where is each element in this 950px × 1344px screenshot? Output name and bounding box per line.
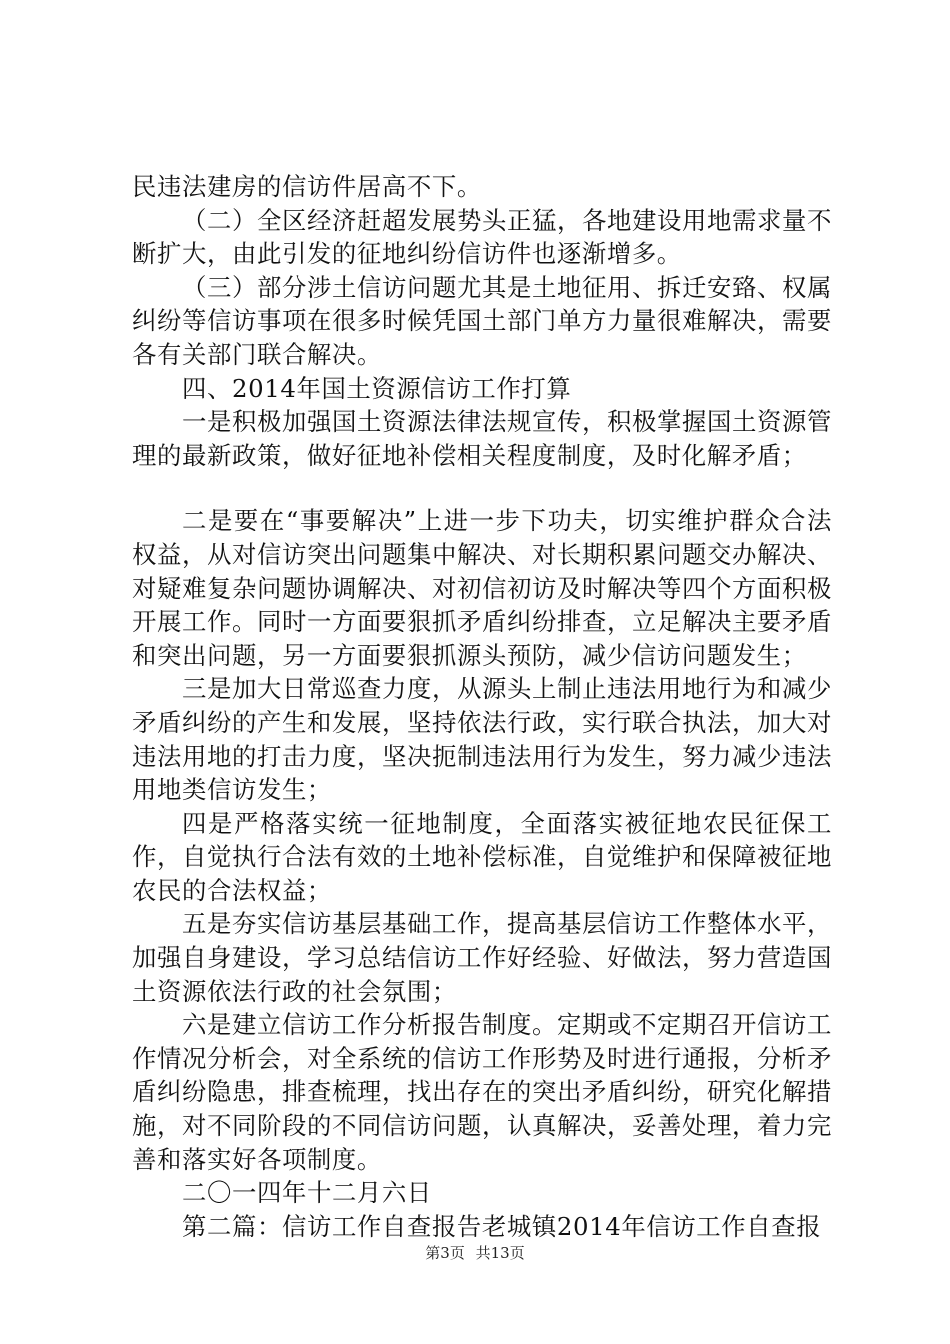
document-date: 二〇一四年十二月六日 <box>182 1178 432 1208</box>
paragraph-continuation: 民违法建房的信访件居高不下。 <box>132 172 482 201</box>
page-number: 第3页 <box>425 1244 465 1262</box>
page-footer <box>0 1242 950 1263</box>
page-total: 共13页 <box>475 1244 525 1262</box>
paragraph-plan-1: 一是积极加强国土资源法律法规宣传，积极掌握国土资源管理的最新政策，做好征地补偿相关程度制度，及时化解矛盾； <box>132 407 832 470</box>
section-heading-plan: 四、2014年国土资源信访工作打算 <box>182 373 572 403</box>
paragraph-plan-2: 二是要在“事要解决”上进一步下功夫，切实维护群众合法权益，从对信访突出问题集中解决、对长期积累问题交办解决、对疑难复杂问题协调解决、对初信初访及时解决等四个方面积极开展工作。同时一方面要狠抓矛盾纠纷排查，立足解决主要矛盾和突出问题，另一方面要狠抓源头预防，减少信访问题发生； <box>132 506 832 670</box>
paragraph-item-3: （三）部分涉土信访问题尤其是土地征用、拆迁安臵、权属纠纷等信访事项在很多时候凭国土部门单方力量很难解决，需要各有关部门联合解决。 <box>132 272 832 369</box>
next-article-title: 第二篇：信访工作自查报告老城镇2014年信访工作自查报 <box>182 1211 822 1241</box>
paragraph-plan-6: 六是建立信访工作分析报告制度。定期或不定期召开信访工作情况分析会，对全系统的信访工作形势及时进行通报，分析矛盾纠纷隐患，排查梳理，找出存在的突出矛盾纠纷，研究化解措施，对不同阶段的不同信访问题，认真解决，妥善处理，着力完善和落实好各项制度。 <box>132 1010 832 1174</box>
blank-line <box>132 472 832 504</box>
paragraph-plan-4: 四是严格落实统一征地制度，全面落实被征地农民征保工作，自觉执行合法有效的土地补偿标准，自觉维护和保障被征地农民的合法权益； <box>132 808 832 905</box>
document-body <box>132 170 832 1243</box>
paragraph-plan-5: 五是夯实信访基层基础工作，提高基层信访工作整体水平，加强自身建设，学习总结信访工作好经验、好做法，努力营造国土资源依法行政的社会氛围； <box>132 909 832 1006</box>
paragraph-plan-3: 三是加大日常巡查力度，从源头上制止违法用地行为和减少矛盾纠纷的产生和发展，坚持依法行政，实行联合执法，加大对违法用地的打击力度，坚决扼制违法用行为发生，努力减少违法用地类信访发生； <box>132 674 832 805</box>
paragraph-item-2: （二）全区经济赶超发展势头正猛，各地建设用地需求量不断扩大，由此引发的征地纠纷信访件也逐渐增多。 <box>132 205 832 269</box>
